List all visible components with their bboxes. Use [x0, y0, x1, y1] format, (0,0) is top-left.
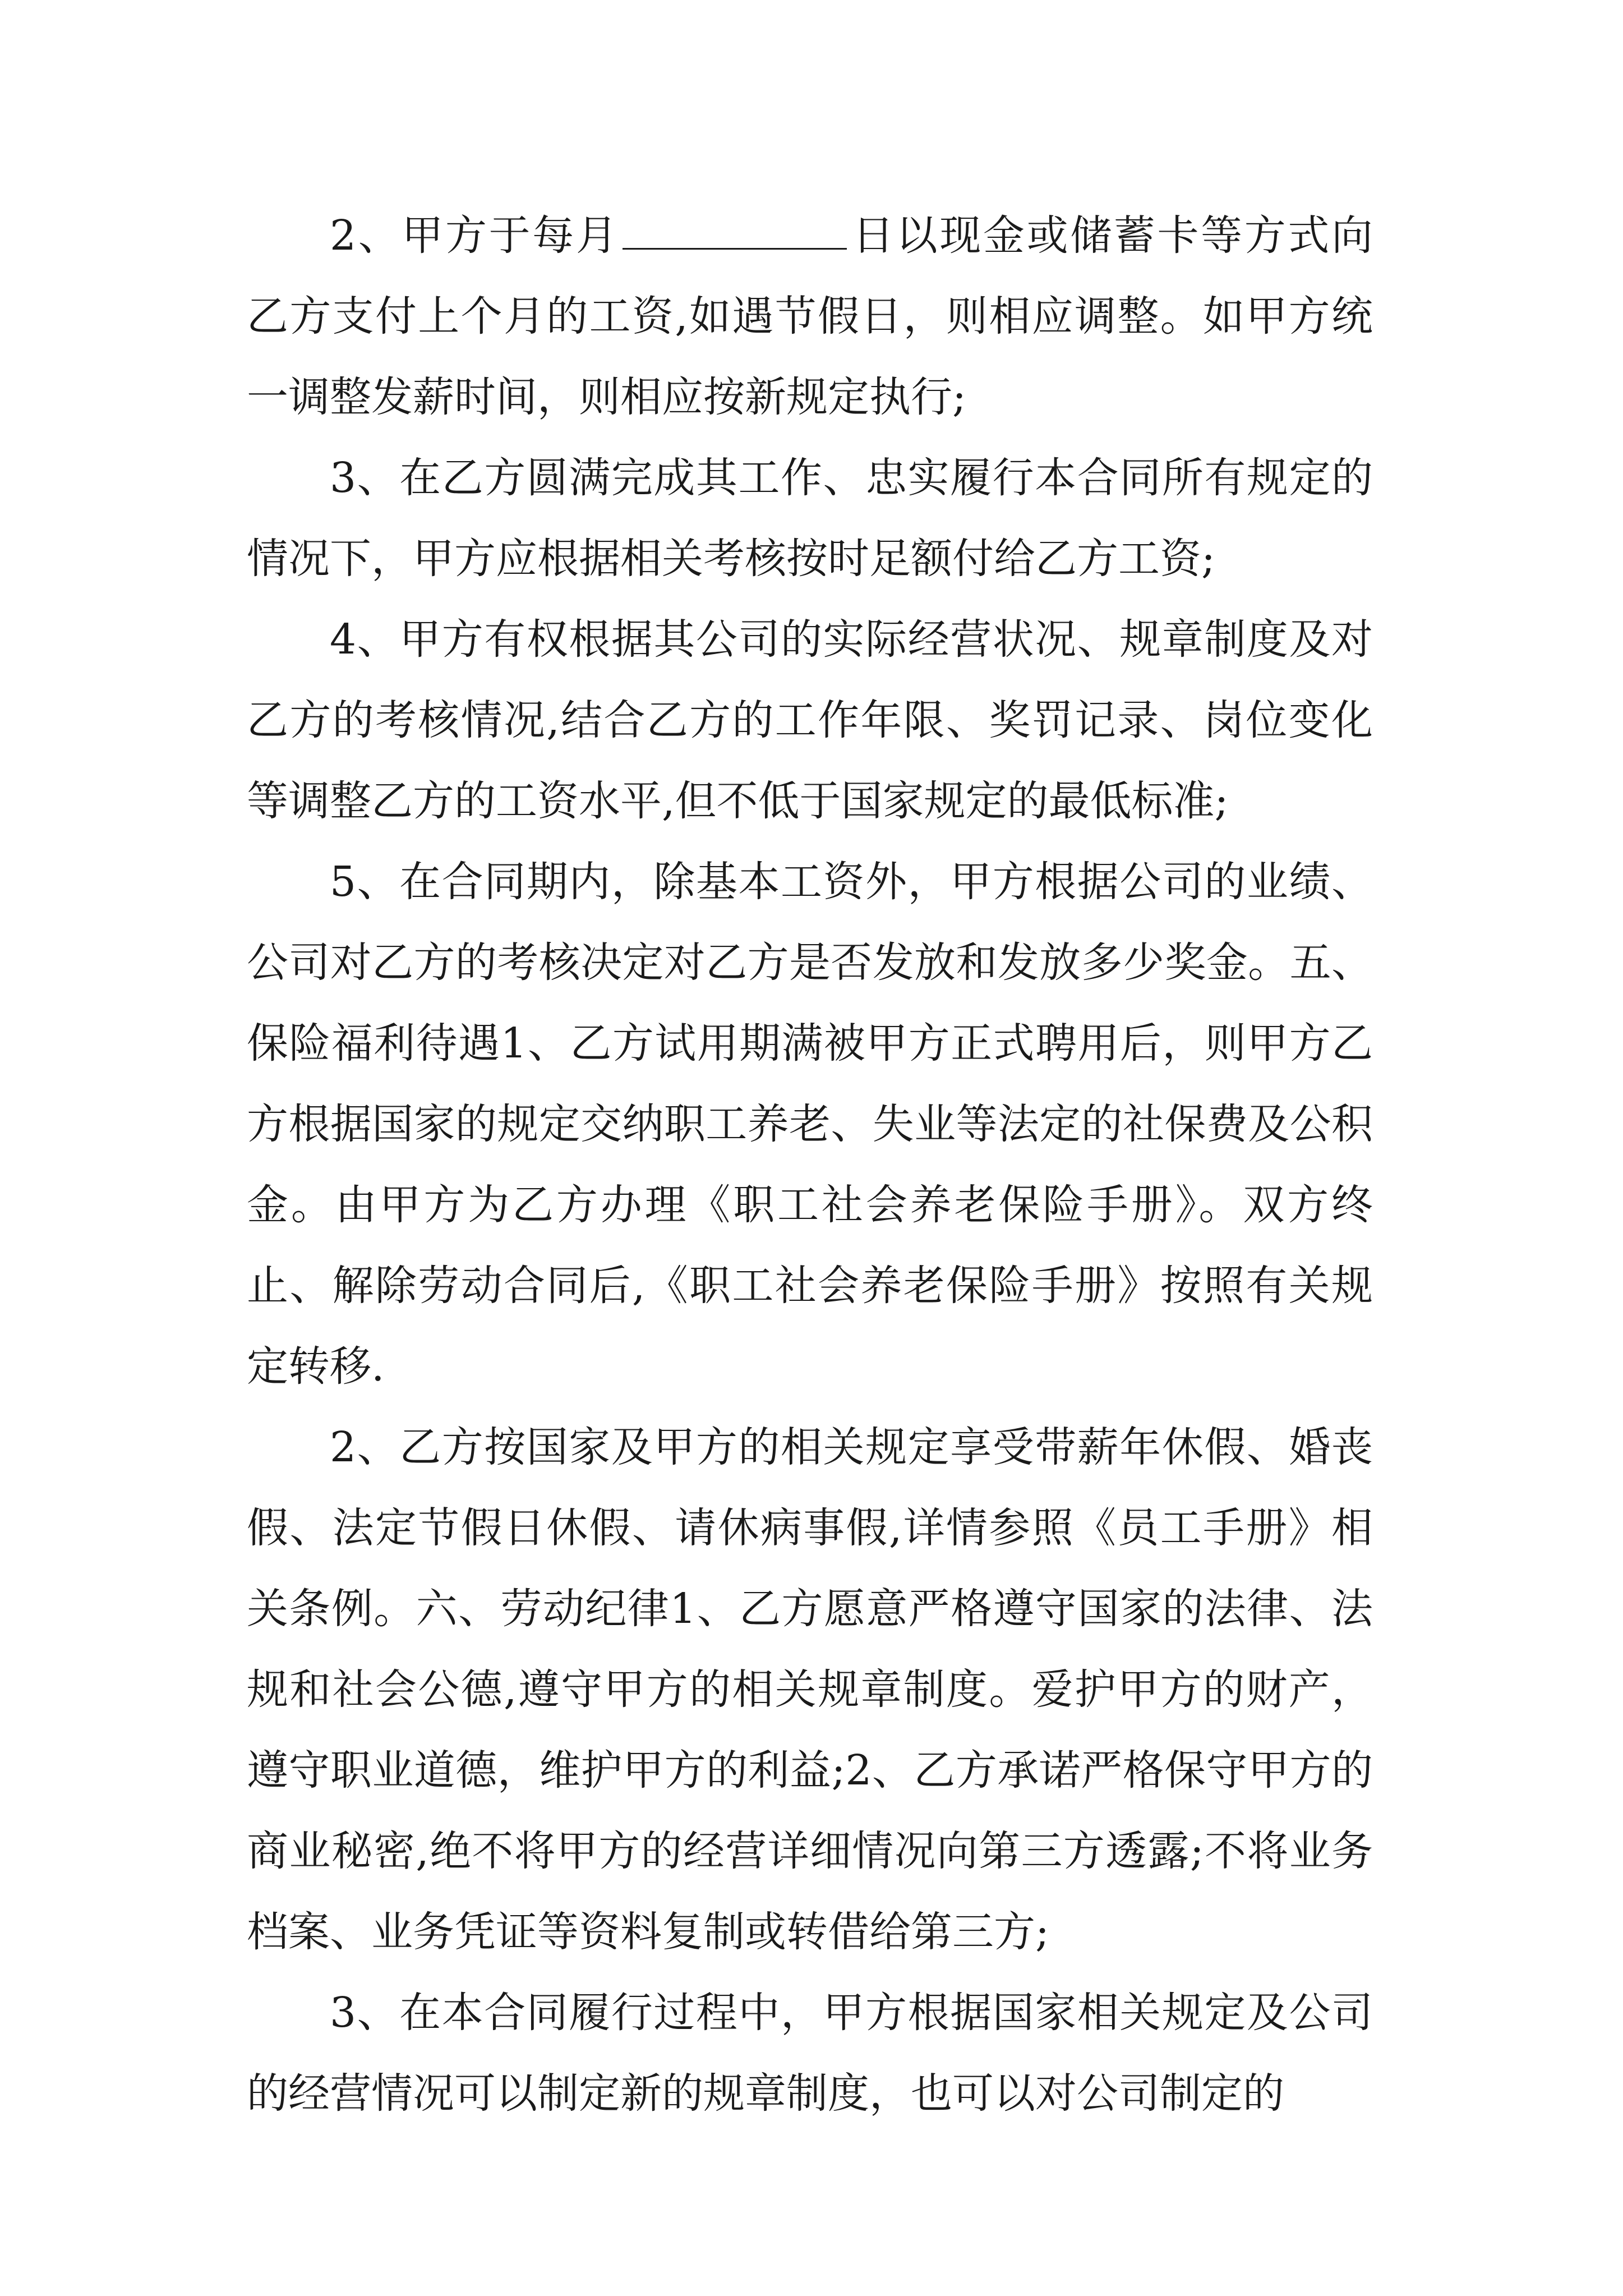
paragraph-rules-revision: 3、在本合同履行过程中，甲方根据国家相关规定及公司的经营情况可以制定新的规章制度，也可以对公司制定的: [247, 1989, 1373, 2118]
fill-in-blank: [623, 214, 847, 250]
paragraph-bonus-and-insurance: 5、在合同期内，除基本工资外，甲方根据公司的业绩、公司对乙方的考核决定对乙方是否发放和发放多少奖金。五、保险福利待遇1、乙方试用期满被甲方正式聘用后，则甲方乙方根据国家的规定交纳职工养老、失业等法定的社保费及公积金。由甲方为乙方办理《职工社会养老保险手册》。双方终止、解除劳动合同后,《职工社会养老保险手册》按照有关规定转移.: [247, 858, 1373, 1391]
paragraph-salary-full-payment: 3、在乙方圆满完成其工作、忠实履行本合同所有规定的情况下，甲方应根据相关考核按时足额付给乙方工资;: [247, 454, 1373, 583]
paragraph-text: 2、甲方于每月: [330, 211, 620, 260]
paragraph-salary-payday: [247, 195, 1373, 438]
paragraph-salary-adjustment: 4、甲方有权根据其公司的实际经营状况、规章制度及对乙方的考核情况,结合乙方的工作年限、奖罚记录、岗位变化等调整乙方的工资水平,但不低于国家规定的最低标准;: [247, 615, 1373, 825]
document-body: [247, 195, 1373, 2134]
paragraph-text: 日以现金或储蓄卡等方式向乙方支付上个月的工资,如遇节假日，则相应调整。如甲方统一调整发薪时间，则相应按新规定执行;: [247, 211, 1373, 421]
paragraph-leave-and-discipline: 2、乙方按国家及甲方的相关规定享受带薪年休假、婚丧假、法定节假日休假、请休病事假,详情参照《员工手册》相关条例。六、劳动纪律1、乙方愿意严格遵守国家的法律、法规和社会公德,遵守甲方的相关规章制度。爱护甲方的财产，遵守职业道德，维护甲方的利益;2、乙方承诺严格保守甲方的商业秘密,绝不将甲方的经营详细情况向第三方透露;不将业务档案、业务凭证等资料复制或转借给第三方;: [247, 1423, 1373, 1956]
